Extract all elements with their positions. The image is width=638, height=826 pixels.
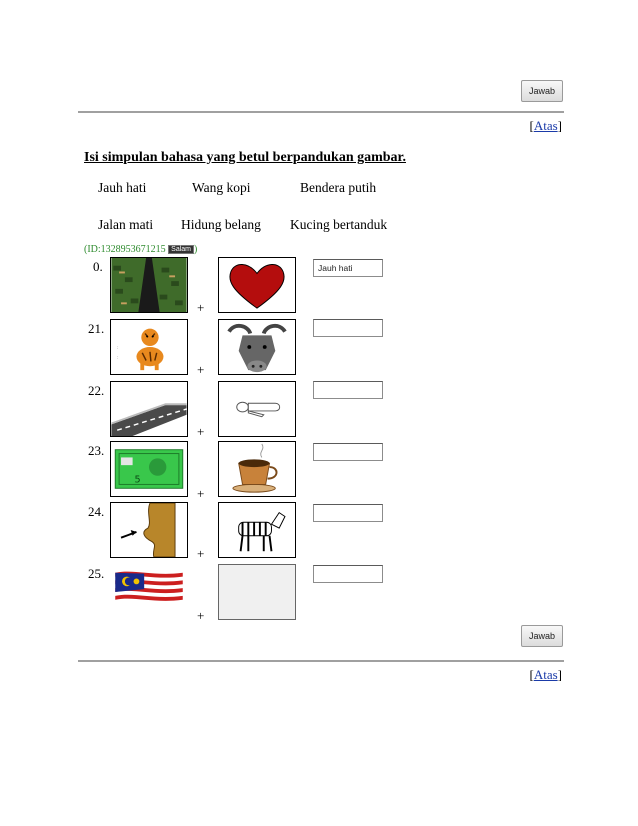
atas-link[interactable]: Atas (533, 118, 558, 133)
plus-sign: + (197, 424, 205, 439)
body-icon (218, 381, 296, 437)
answer-field[interactable]: Jauh hati (313, 259, 383, 277)
atas-link-bottom (529, 667, 562, 683)
svg-text::: : (117, 345, 119, 351)
word-bank-item: Jalan mati (98, 217, 154, 232)
plus-sign: + (197, 300, 205, 315)
bracket-close: ] (557, 667, 562, 682)
zebra-icon (218, 502, 296, 558)
atas-link-top (529, 118, 562, 134)
divider-bottom (78, 660, 564, 662)
heart-icon (218, 257, 296, 313)
word-bank-item: Hidung belang (181, 217, 261, 232)
jawab-button-top[interactable]: Jawab (521, 80, 563, 102)
bracket-open: [ (529, 667, 534, 682)
word-bank-item: Wang kopi (192, 180, 251, 195)
nose-icon (110, 502, 188, 558)
question-id (84, 244, 197, 255)
plus-sign: + (197, 486, 205, 501)
id-tag: Salam (168, 245, 194, 254)
word-bank-item: Jauh hati (98, 180, 147, 195)
tiger-icon (110, 319, 188, 375)
item-number: 22. (88, 383, 105, 398)
id-text: (ID:1328953671215 (84, 244, 166, 255)
road-icon (110, 257, 188, 313)
flag-icon (110, 564, 188, 620)
answer-field[interactable] (313, 504, 383, 522)
item-number: 21. (88, 321, 105, 336)
word-bank-item: Bendera putih (300, 180, 377, 195)
item-number: 0. (93, 259, 103, 274)
bracket-close: ] (557, 118, 562, 133)
answer-field[interactable] (313, 319, 383, 337)
coffee-icon (218, 441, 296, 497)
question-text: Isi simpulan bahasa yang betul berpandukan gambar. (84, 150, 406, 165)
plus-sign: + (197, 362, 205, 377)
divider-top (78, 111, 564, 113)
plus-sign: + (197, 608, 205, 623)
answer-field[interactable] (313, 381, 383, 399)
item-number: 24. (88, 504, 105, 519)
jawab-button-bottom[interactable]: Jawab (521, 625, 563, 647)
answer-field[interactable] (313, 443, 383, 461)
svg-text:5: 5 (134, 474, 141, 486)
atas-link[interactable]: Atas (533, 667, 558, 682)
item-number: 25. (88, 566, 105, 581)
buffalo-icon (218, 319, 296, 375)
word-bank-item: Kucing bertanduk (290, 217, 388, 232)
plus-sign: + (197, 546, 205, 561)
answer-field[interactable] (313, 565, 383, 583)
money-icon (110, 441, 188, 497)
road-icon (110, 381, 188, 437)
item-number: 23. (88, 443, 105, 458)
bracket-open: [ (529, 118, 534, 133)
blank-image (218, 564, 296, 620)
svg-text::: : (117, 355, 119, 361)
id-suffix: ) (194, 244, 198, 255)
